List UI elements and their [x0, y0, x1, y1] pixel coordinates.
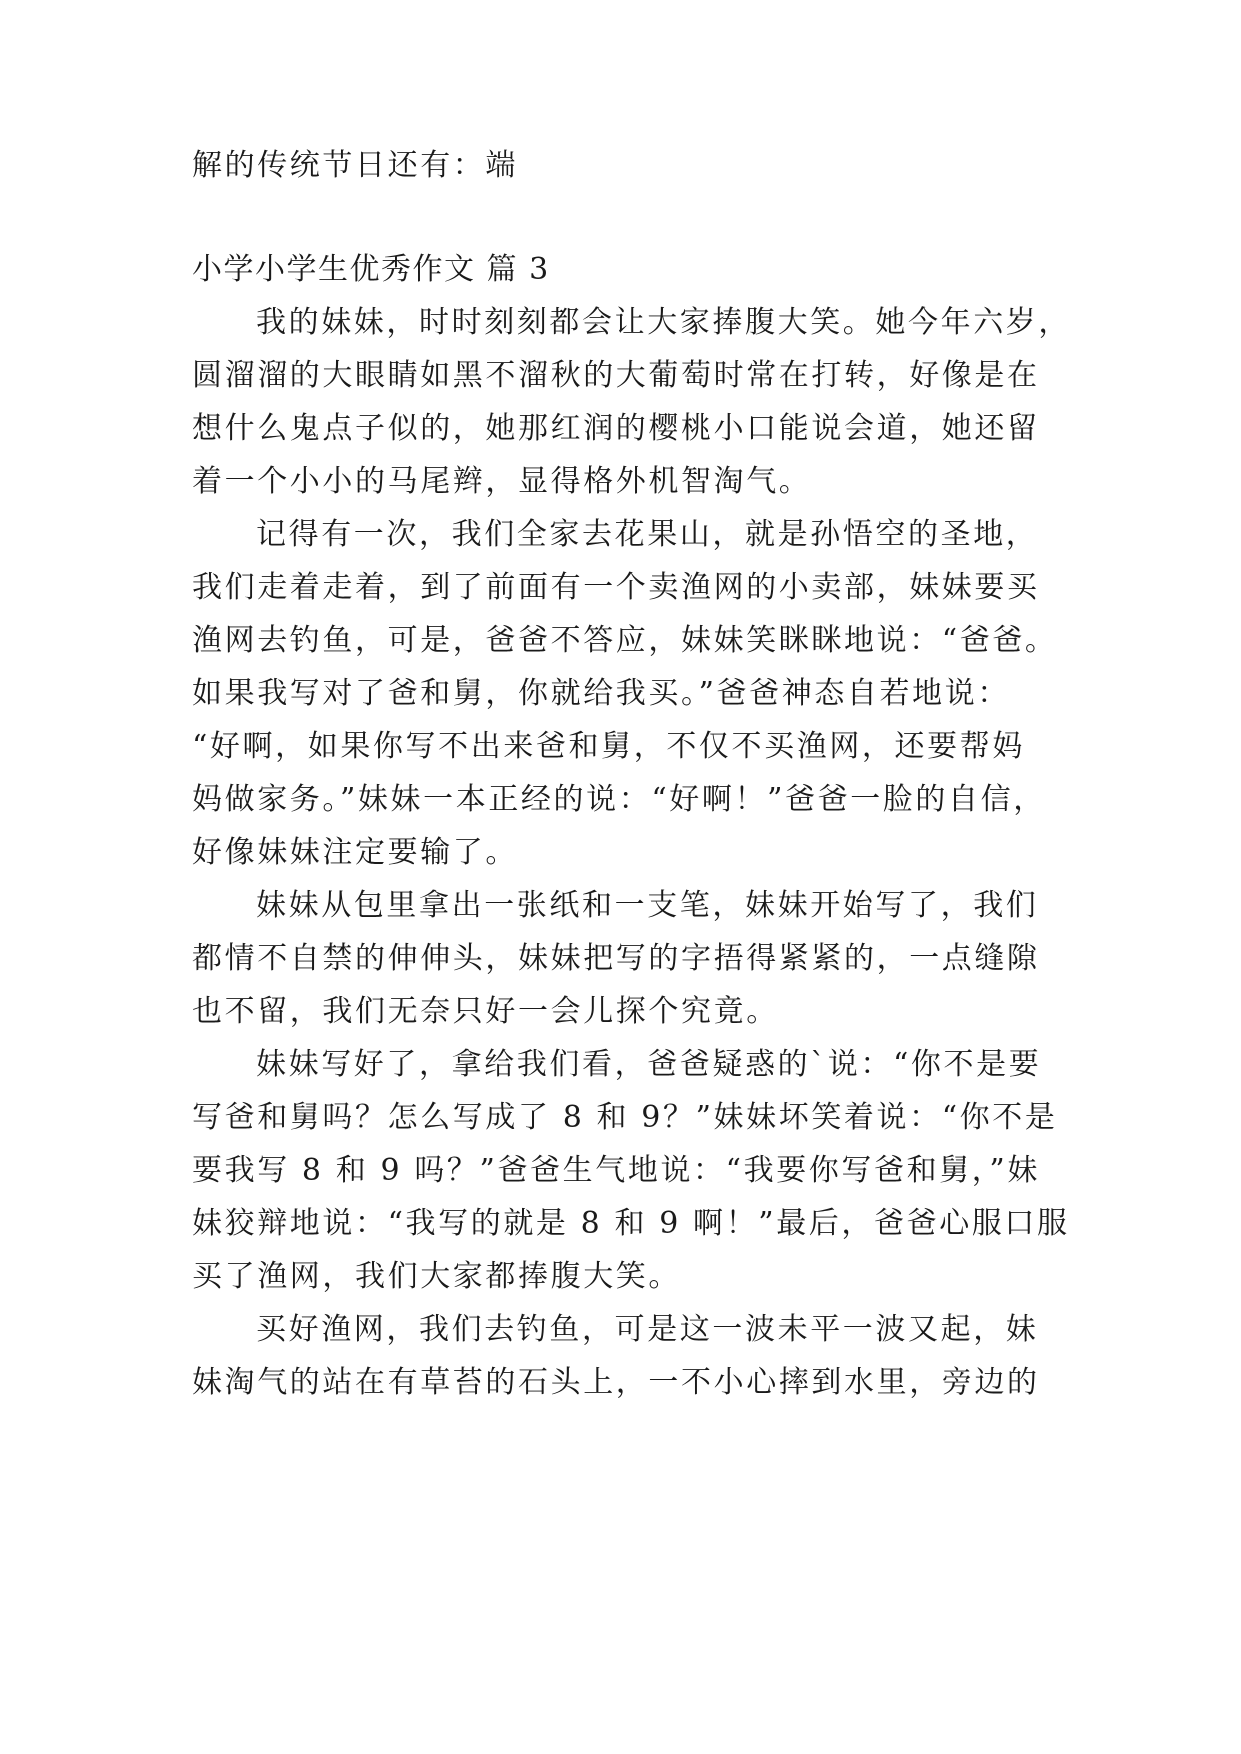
- paragraph-line: 妹妹写好了，拿给我们看，爸爸疑惑的`说：“你不是要: [256, 1047, 1042, 1082]
- paragraph-line: 买好渔网，我们去钓鱼，可是这一波未平一波又起，妹: [256, 1312, 1039, 1347]
- paragraph-line: 如果我写对了爸和舅，你就给我买。”爸爸神态自若地说：: [192, 676, 1010, 711]
- section-title: 小学小学生优秀作文 篇 3: [192, 252, 550, 287]
- paragraph-line: 好像妹妹注定要输了。: [192, 835, 518, 870]
- paragraph-line: 都情不自禁的伸伸头，妹妹把写的字捂得紧紧的，一点缝隙: [192, 941, 1040, 976]
- paragraph-line: “好啊，如果你写不出来爸和舅，不仅不买渔网，还要帮妈: [192, 729, 1025, 764]
- paragraph-line: 也不留，我们无奈只好一会儿探个究竟。: [192, 994, 779, 1029]
- paragraph-line: 买了渔网，我们大家都捧腹大笑。: [192, 1259, 681, 1294]
- paragraph-line: 想什么鬼点子似的，她那红润的樱桃小口能说会道，她还留: [192, 411, 1040, 446]
- paragraph-line: 妹妹从包里拿出一张纸和一支笔，妹妹开始写了，我们: [256, 888, 1039, 923]
- paragraph-line: 着一个小小的马尾辫，显得格外机智淘气。: [192, 464, 812, 499]
- text-fragment: 解的传统节日还有：端: [192, 148, 518, 183]
- paragraph-line: 渔网去钓鱼，可是，爸爸不答应，妹妹笑眯眯地说：“爸爸。: [192, 623, 1058, 658]
- paragraph-line: 妈做家务。”妹妹一本正经的说：“好啊！”爸爸一脸的自信，: [192, 782, 1046, 817]
- paragraph-line: 我们走着走着，到了前面有一个卖渔网的小卖部，妹妹要买: [192, 570, 1040, 605]
- paragraph-line: 妹狡辩地说：“我写的就是 8 和 9 啊！”最后，爸爸心服口服: [192, 1206, 1070, 1241]
- paragraph-line: 要我写 8 和 9 吗？”爸爸生气地说：“我要你写爸和舅，”妹: [192, 1153, 1040, 1188]
- paragraph-line: 写爸和舅吗？怎么写成了 8 和 9？”妹妹坏笑着说：“你不是: [192, 1100, 1058, 1135]
- paragraph-line: 我的妹妹，时时刻刻都会让大家捧腹大笑。她今年六岁，: [256, 305, 1071, 340]
- paragraph-line: 圆溜溜的大眼睛如黑不溜秋的大葡萄时常在打转，好像是在: [192, 358, 1040, 393]
- paragraph-line: 记得有一次，我们全家去花果山，就是孙悟空的圣地，: [256, 517, 1039, 552]
- paragraph-line: 妹淘气的站在有草苔的石头上，一不小心摔到水里，旁边的: [192, 1365, 1040, 1400]
